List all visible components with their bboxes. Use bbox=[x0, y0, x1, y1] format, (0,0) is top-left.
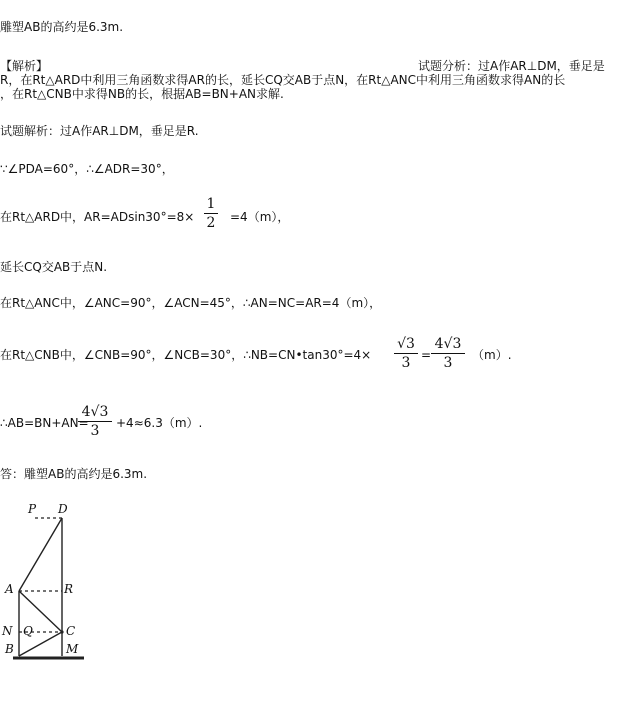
solution-line-3-result: =4（m）， bbox=[230, 210, 290, 224]
analysis-line-2: R，在Rt△ARD中利用三角函数求得AR的长，延长CQ交AB于点N，在Rt△ANC中利用三角函数求得AN的长 bbox=[0, 73, 566, 87]
label-D: D bbox=[58, 502, 68, 516]
label-C: C bbox=[66, 624, 76, 638]
solution-line-4: 延长CQ交AB于点N. bbox=[0, 260, 108, 274]
label-R: R bbox=[64, 582, 74, 596]
solution-line-1: 试题解析：过A作AR⊥DM，垂足是R. bbox=[0, 124, 199, 138]
fraction-numerator: 1 bbox=[206, 196, 216, 212]
solution-line-3-text: 在Rt△ARD中，AR=ADsin30°=8× bbox=[0, 210, 195, 224]
label-B: B bbox=[5, 642, 14, 656]
equals-sign: = bbox=[421, 348, 432, 362]
jiexi-label: 【解析】 bbox=[0, 59, 49, 73]
solution-line-5: 在Rt△ANC中，∠ANC=90°，∠ACN=45°，∴AN=NC=AR=4（m）， bbox=[0, 296, 382, 310]
segment-AD bbox=[19, 518, 62, 591]
analysis-line-3: ，在Rt△CNB中求得NB的长，根据AB=BN+AN求解. bbox=[0, 87, 284, 101]
label-A: A bbox=[5, 582, 14, 596]
fraction-numerator: √3 bbox=[397, 336, 415, 352]
label-M: M bbox=[66, 642, 79, 656]
fraction-numerator: 4√3 bbox=[81, 404, 109, 420]
solution-line-7: ∴AB=BN+AN= bbox=[0, 416, 89, 430]
label-P: P bbox=[28, 502, 37, 516]
label-N: N bbox=[2, 624, 13, 638]
final-answer: 答：雕塑AB的高约是6.3m. bbox=[0, 467, 148, 481]
analysis-line-1: 试题分析：过A作AR⊥DM，垂足是 bbox=[418, 59, 605, 73]
top-answer: 雕塑AB的高约是6.3m. bbox=[0, 20, 124, 34]
fraction-denominator: 3 bbox=[443, 355, 453, 371]
solution-line-6: 在Rt△CNB中，∠CNB=90°，∠NCB=30°，∴NB=CN•tan30°=4× bbox=[0, 348, 372, 362]
fraction-numerator: 4√3 bbox=[434, 336, 462, 352]
solution-line-6-unit: （m）. bbox=[472, 348, 512, 362]
solution-line-7-result: +4≈6.3（m）. bbox=[116, 416, 203, 430]
fraction-denominator: 2 bbox=[206, 215, 216, 231]
solution-line-2: ∵∠PDA=60°，∴∠ADR=30°， bbox=[0, 162, 174, 176]
fraction-denominator: 3 bbox=[90, 423, 100, 439]
label-Q: Q bbox=[23, 624, 33, 638]
point-C bbox=[60, 630, 63, 633]
fraction-denominator: 3 bbox=[401, 355, 411, 371]
